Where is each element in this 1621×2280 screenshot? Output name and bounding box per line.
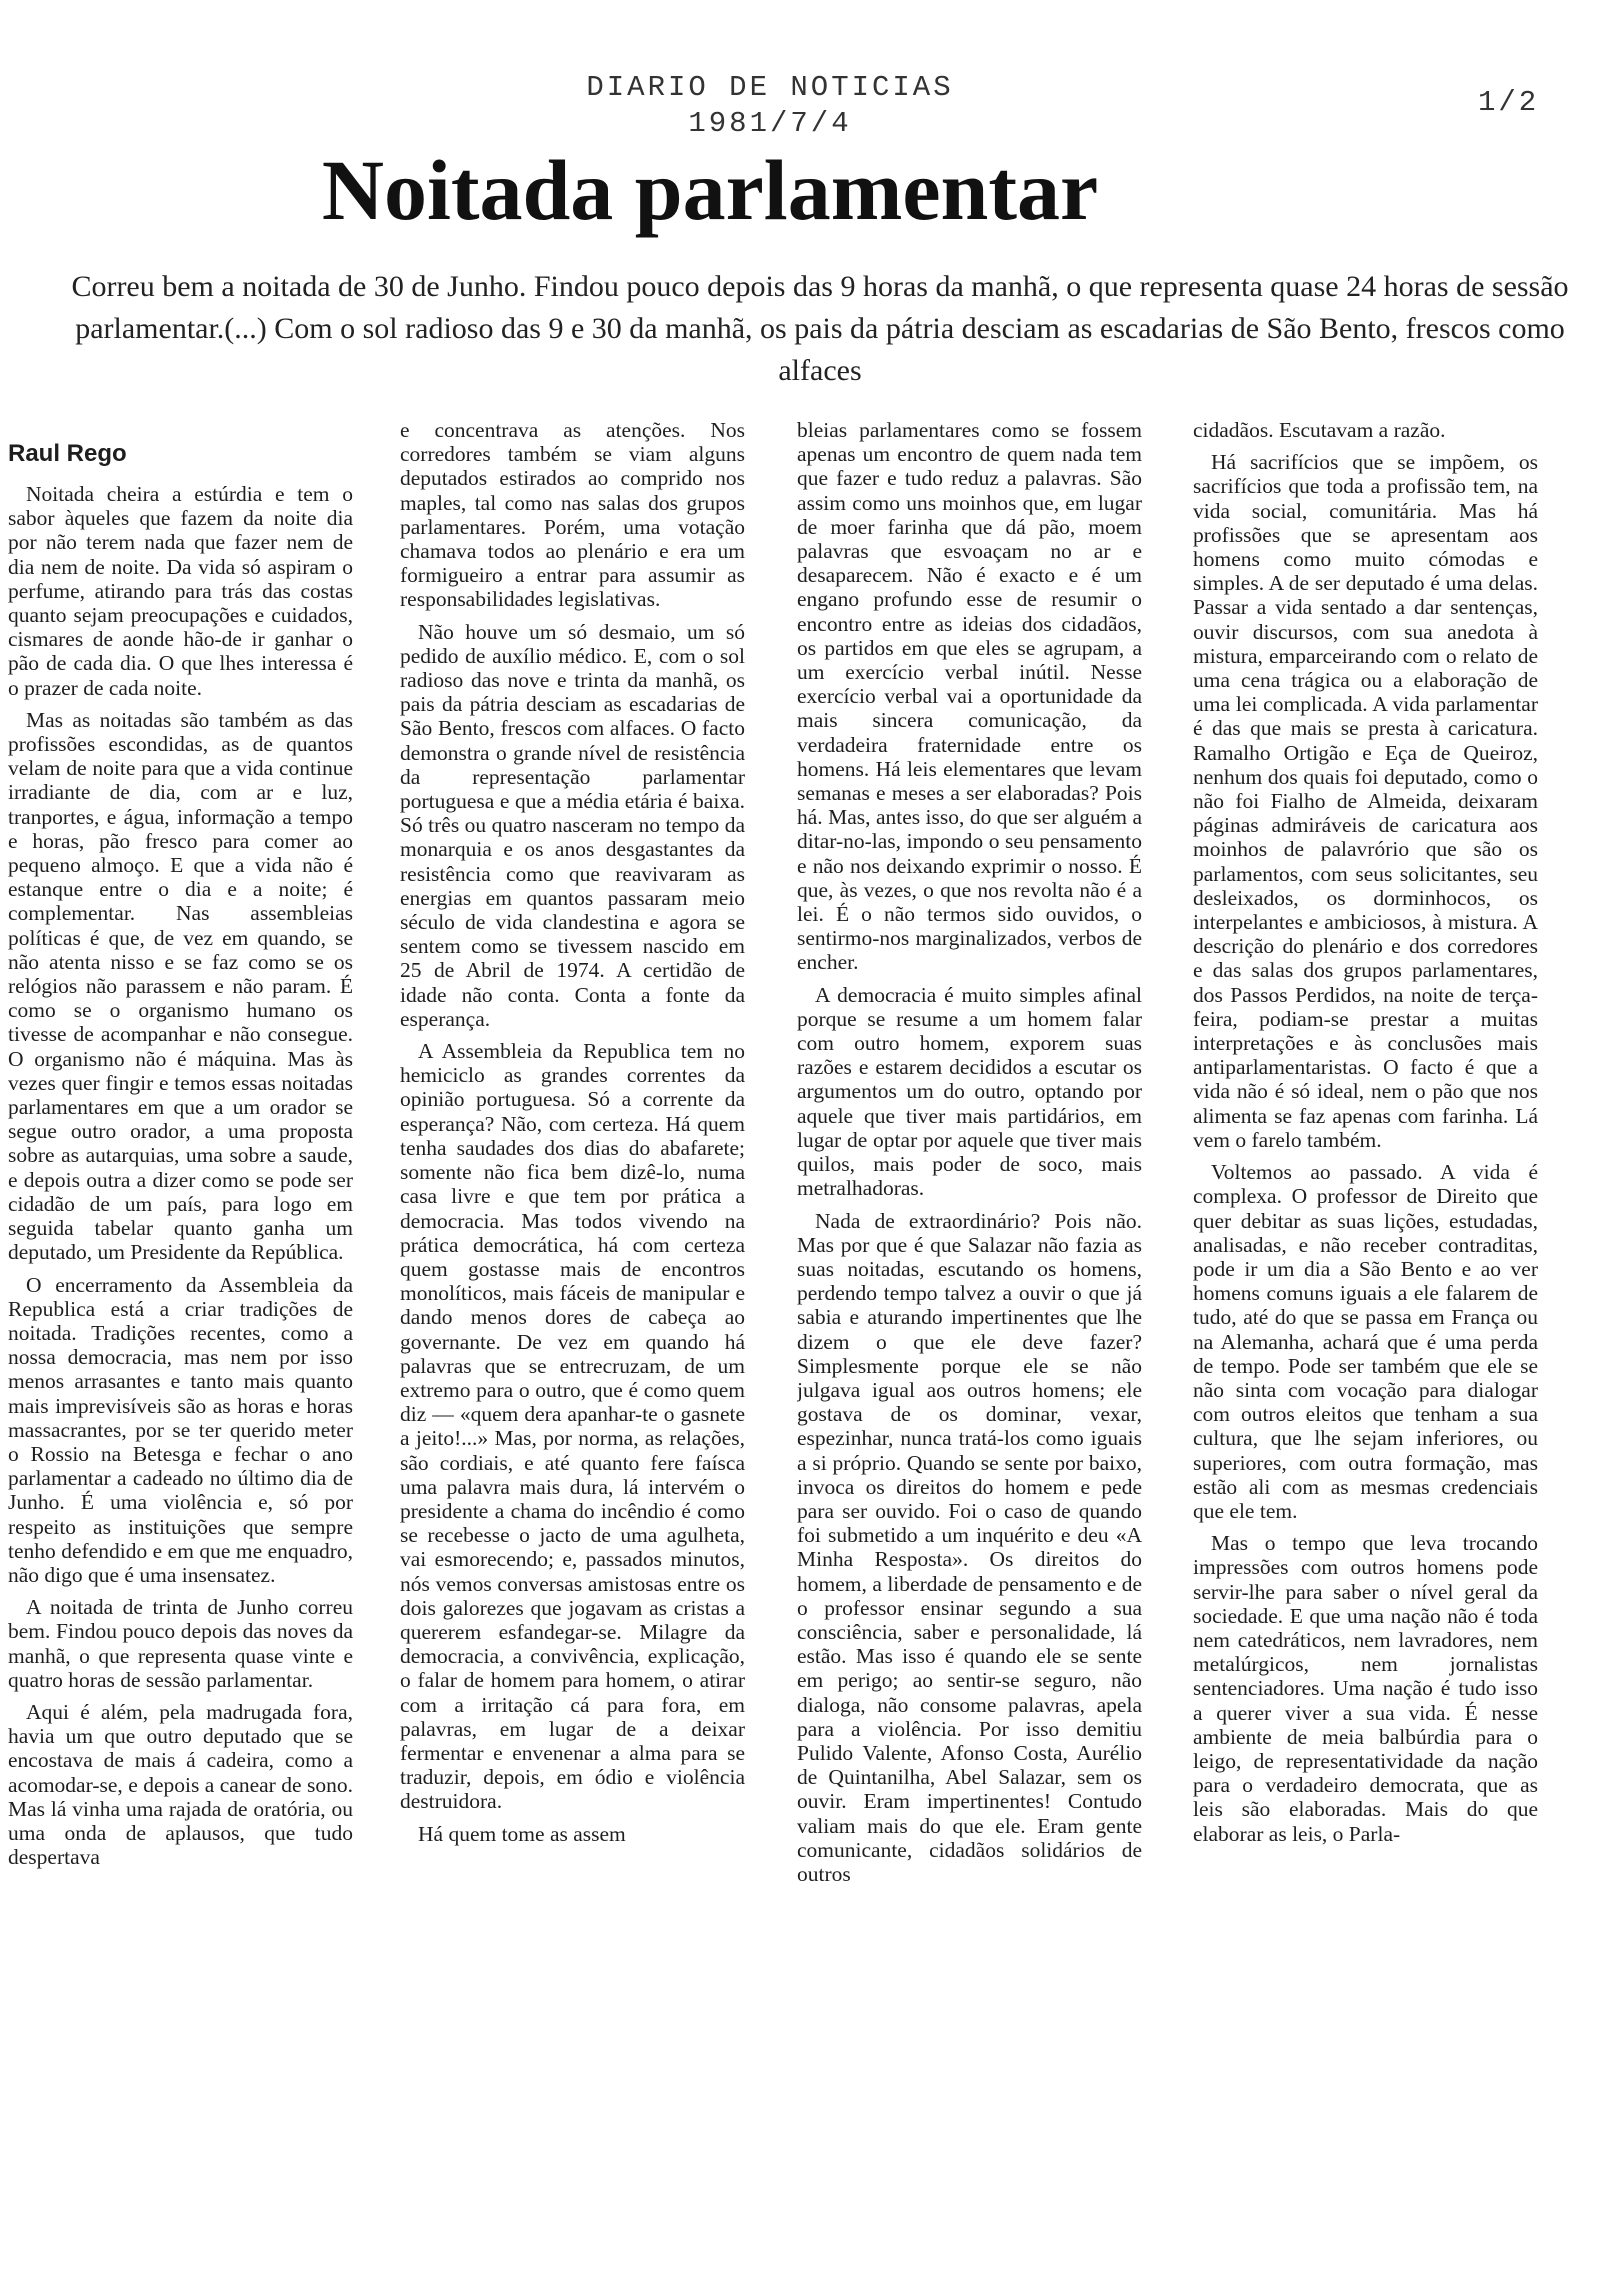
paragraph: cidadãos. Escutavam a razão. [1193,418,1446,442]
paragraph: Há quem tome as assem [418,1821,626,1846]
paragraph: e concentrava as atenções. Nos corredores também se viam alguns deputados estirados ao comprido nos maples, tal como nas salas dos grupos parlamentares. Porém, uma votação chamava todos ao plenário e era um formigueiro a entrar para assumir as responsabilidades legislativas. [400,418,745,612]
headline: Noitada parlamentar [321,142,1099,238]
article-column-4 [1193,418,1538,2268]
paragraph: Mas as noitadas são também as das profissões escondidas, as de quantos velam de noite para que a vida continue irradiante de dia, com ar e luz, tranportes, e água, informação a tempo e horas, pão fresco para comer ao pequeno almoço. E que a vida não é estanque entre o dia e a noite; é complementar. Nas assembleias políticas é que, de vez em quando, se não atenta nisso e se faz como se os relógios não parassem e não param. É como se o organismo humano os tivesse de acompanhar e não consegue. O organismo não é máquina. Mas às vezes quer fingir e temos essas noitadas parlamentares em que a um orador se segue outro orador, a uma proposta sobre as autarquias, uma sobre a saude, e depois outra a dizer como se pode ser cidadão de um país, para logo em seguida tabelar quanto ganha um deputado, um Presidente da República. [8,707,353,1265]
publication-name: DIARIO DE NOTICIAS [586,71,954,104]
article-column-3 [797,418,1142,2268]
paragraph: A noitada de trinta de Junho correu bem. Findou pouco depois das noves da manhã, o que representa quase vinte e quatro horas de sessão parlamentar. [8,1595,353,1692]
page-number: 1/2 [1478,86,1540,119]
publication-date: 1981/7/4 [688,107,852,140]
paragraph: A democracia é muito simples afinal porque se resume a um homem falar com outro homem, exporem suas razões e estarem decididos a escutar os argumentos um do outro, optando por aquele que tiver mais partidários, em lugar de optar por aquele que tiver mais quilos, mais poder de soco, mais metralhadoras. [797,982,1142,1201]
paragraph: Nada de extraordinário? Pois não. Mas por que é que Salazar não fazia as suas noitadas, escutando os homens, perdendo tempo talvez a ouvir o que já sabia e aturando impertinentes que lhe dizem o que ele deve fazer? Simplesmente porque ele se não julgava igual aos outros homens; ele gostava de os dominar, vexar, espezinhar, nunca tratá-los como iguais a si próprio. Quando se sente por baixo, invoca os direitos do homem e pede para ser ouvido. Foi o caso de quando foi submetido a um inquérito e deu «A Minha Resposta». Os direitos do homem, a liberdade de pensamento e de o professor ensinar segundo a sua consciência, saber e personalidade, lá estão. Mas isso é quando ele se sente em perigo; ao sentir-se seguro, não dialoga, não consome palavras, apela para a violência. Por isso demitiu Pulido Valente, Afonso Costa, Aurélio de Quintanilha, Abel Salazar, sem os ouvir. Eram impertinentes! Contudo valiam mais do que ele. Eram gente comunicante, cidadãos solidários de outros [797,1208,1142,1886]
paragraph: O encerramento da Assembleia da Republica está a criar tradições de noitada. Tradições recentes, como a nossa democracia, mas nem por isso menos arrasantes e tanto mais quanto mais imprevisíveis são as horas e horas massacrantes, por se ter querido meter o Rossio na Betesga e fechar o ano parlamentar a cadeado no último dia de Junho. É uma violência e, só por respeito as instituições que sempre tenho defendido e em que me enquadro, não digo que é uma insensatez. [8,1272,353,1587]
paragraph: Não houve um só desmaio, um só pedido de auxílio médico. E, com o sol radioso das nove e trinta da manhã, os pais da pátria desciam as escadarias de São Bento, frescos com alfaces. O facto demonstra o grande nível de resistência da representação parlamentar portuguesa e que a média etária é baixa. Só três ou quatro nasceram no tempo da monarquia e os anos desgastantes da resistência como que reavivaram as energias em quantos passaram meio século de vida clandestina e agora se sentem como se tivessem nascido em 25 de Abril de 1974. A certidão de idade não conta. Conta a fonte da esperança. [400,619,745,1031]
paragraph: bleias parlamentares como se fossem apenas um encontro de quem nada tem que fazer e tudo reduz a palavras. São assim como uns moinhos que, em lugar de moer farinha que dá pão, moem palavras que esvoaçam no ar e desaparecem. Não é exacto e é um engano profundo esse de resumir o encontro entre as ideias dos cidadãos, os partidos em que eles se agrupam, a um exercício verbal inútil. Nesse exercício verbal vai a oportunidade da mais sincera comunicação, da verdadeira fraternidade entre os homens. Há leis elementares que levam semanas e meses a ser elaboradas? Pois há. Mas, antes isso, do que ser alguém a ditar-no-las, impondo o seu pensamento e não nos deixando exprimir o nosso. É que, às vezes, o que nos revolta não é a lei. É o não termos sido ouvidos, o sentirmo-nos marginalizados, verbos de encher. [797,418,1142,975]
article-column-1 [8,418,353,2268]
archive-stamp [560,70,980,142]
paragraph: Há sacrifícios que se impõem, os sacrifícios que toda a profissão tem, na vida social, comunitária. Mas há profissões que se apresentam aos homens como muito cómodas e simples. A de ser deputado é uma delas. Passar a vida sentado a dar sentenças, ouvir discursos, com sua anedota à mistura, emparceirando com o relato de uma cena trágica ou a elaboração de uma lei complicada. A vida parlamentar é das que mais se presta à caricatura. Ramalho Ortigão e Eça de Queiroz, nenhum dos quais foi deputado, como o não foi Fialho de Almeida, deixaram páginas admiráveis de caricatura aos moinhos de palavrório que são os parlamentos, com seus solicitantes, seu desleixados, os dorminhocos, os interpelantes e ambiciosos, à mistura. A descrição do plenário e dos corredores e das salas dos grupos parlamentares, dos Passos Perdidos, na noite de terça-feira, podiam-se prestar a muitas interpretações e às conclusões mais antiparlamentaristas. O facto é que a vida não é só ideal, nem o pão que nos alimenta se faz apenas com farinha. Lá vem o farelo também. [1193,450,1538,1152]
article-column-2 [400,418,745,2268]
paragraph: Noitada cheira a estúrdia e tem o sabor àqueles que fazem da noite dia por não terem nada que fazer nem de dia nem de noite. Da vida só aspiram o perfume, atirando para trás das costas quanto sejam preocupações e cuidados, cismares de aonde hão-de ir ganhar o pão de cada dia. O que lhes interessa é o prazer de cada noite. [8,482,353,700]
paragraph: Aqui é além, pela madrugada fora, havia um que outro deputado que se encostava de mais á cadeira, como a acomodar-se, e depois a canear de sono. Mas lá vinha uma rajada de oratória, ou uma onda de aplausos, que tudo despertava [8,1699,353,1870]
lead-paragraph: Correu bem a noitada de 30 de Junho. Findou pouco depois das 9 horas da manhã, o que representa quase 24 horas de sessão parlamentar.(...) Com o sol radioso das 9 e 30 da manhã, os pais da pátria desciam as escadarias de São Bento, frescos como alfaces [71,270,1569,387]
byline: Raul Rego [8,440,127,467]
paragraph: Mas o tempo que leva trocando impressões com outros homens pode servir-lhe para saber o nível geral da sociedade. E que uma nação não é toda nem catedráticos, nem lavradores, nem metalúrgicos, nem jornalistas sentenciadores. Uma nação é tudo isso a querer viver a sua vida. É nesse ambiente de meia balbúrdia para o leigo, de representatividade da nação para o verdadeiro democrata, que as leis são elaboradas. Mais do que elaborar as leis, o Parla- [1193,1531,1538,1846]
paragraph: A Assembleia da Republica tem no hemiciclo as grandes correntes da opinião portuguesa. Só a corrente da esperança? Não, com certeza. Há quem tenha saudades dos dias do abafarete; somente não fica bem dizê-lo, numa casa livre e que tem por prática a democracia. Mas todos vivendo na prática democrática, há com certeza quem gostasse mais de encontros monolíticos, mais fáceis de manipular e dando menos dores de cabeça ao governante. De vez em quando há palavras que se entrecruzam, de um extremo para o outro, que é como quem diz — «quem dera apanhar-te o gasnete a jeito!...» Mas, por norma, as relações, são cordiais, e até quanto fere faísca uma palavra mais dura, lá intervém o presidente a chama do incêndio é como se recebesse o jacto de uma agulheta, vai esmorecendo; e, passados minutos, nós vemos conversas amistosas entre os dois galorezes que jogavam as cristas a quererem esfandegar-se. Milagre da democracia, a convivência, explicação, o falar de homem para homem, o atirar com a irritação cá para fora, em palavras, em lugar de a deixar fermentar e envenenar a alma para se traduzir, depois, em ódio e violência destruidora. [400,1039,745,1814]
paragraph: Voltemos ao passado. A vida é complexa. O professor de Direito que quer debitar as suas lições, estudadas, analisadas, e não receber contraditas, pode ir um dia a São Bento e ao ver homens comuns iguais a ele falarem de tudo, até do que se passa em França ou na Alemanha, achará que é uma perda de tempo. Pode ser também que ele se não sinta com vocação para dialogar com outros eleitos que tenham a sua cultura, que lhe sejam inferiores, ou superiores, com outra formação, mas estão ali com as mesmas credenciais que ele tem. [1193,1160,1538,1523]
